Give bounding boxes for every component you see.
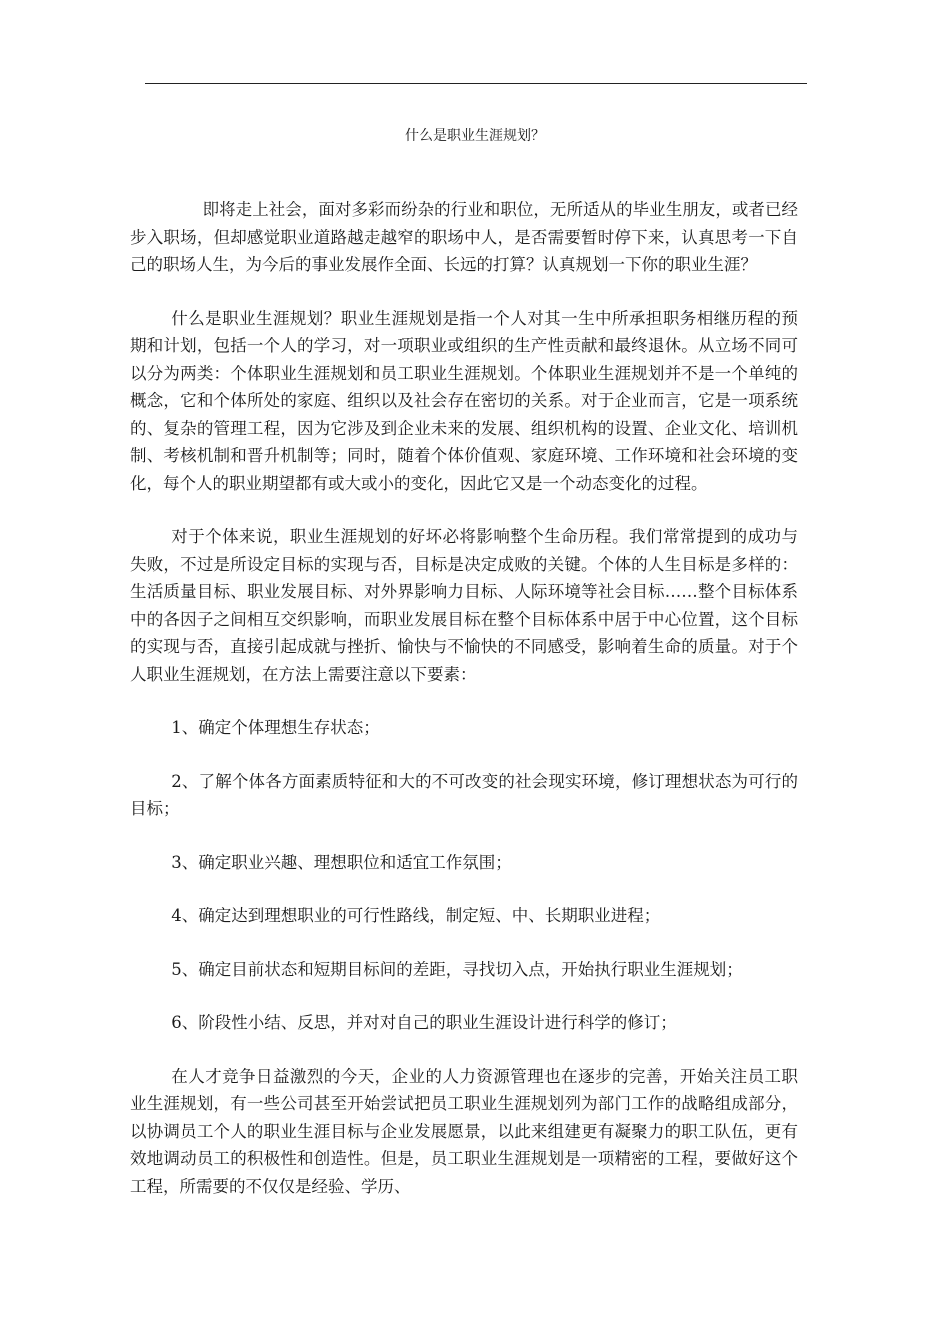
header-rule — [145, 83, 807, 84]
definition-paragraph: 什么是职业生涯规划？职业生涯规划是指一个人对其一生中所承担职务相继历程的预期和计划，包括一个人的学习，对一项职业或组织的生产性贡献和最终退休。从立场不同可以分为两类：个体职业生涯规划和员工职业生涯规划。个体职业生涯规划并不是一个单纯的概念，它和个体所处的家庭、组织以及社会存在密切的关系。对于企业而言，它是一项系统的、复杂的管理工程，因为它涉及到企业未来的发展、组织机构的设置、企业文化、培训机制、考核机制和晋升机制等；同时，随着个体价值观、家庭环境、工作环境和社会环境的变化，每个人的职业期望都有或大或小的变化，因此它又是一个动态变化的过程。 — [130, 308, 798, 493]
list-item: 5、确定目前状态和短期目标间的差距，寻找切入点，开始执行职业生涯规划； — [171, 959, 743, 979]
document-title: 什么是职业生涯规划？ — [405, 128, 545, 144]
list-item: 2、了解个体各方面素质特征和大的不可改变的社会现实环境，修订理想状态为可行的目标； — [130, 771, 798, 818]
individual-paragraph: 对于个体来说，职业生涯规划的好坏必将影响整个生命历程。我们常常提到的成功与失败，不过是所设定目标的实现与否，目标是决定成败的关键。个体的人生目标是多样的：生活质量目标、职业发展目标、对外界影响力目标、人际环境等社会目标……整个目标体系中的各因子之间相互交织影响，而职业发展目标在整个目标体系中居于中心位置，这个目标的实现与否，直接引起成就与挫折、愉快与不愉快的不同感受，影响着生命的质量。对于个人职业生涯规划，在方法上需要注意以下要素： — [130, 527, 798, 684]
document-body — [130, 196, 798, 1226]
list-item: 3、确定职业兴趣、理想职位和适宜工作氛围； — [171, 852, 512, 872]
intro-paragraph: 即将走上社会，面对多彩而纷杂的行业和职位，无所适从的毕业生朋友，或者已经步入职场，但却感觉职业道路越走越窄的职场中人，是否需要暂时停下来，认真思考一下自己的职场人生，为今后的事业发展作全面、长远的打算？认真规划一下你的职业生涯？ — [130, 200, 798, 274]
enterprise-paragraph: 在人才竞争日益激烈的今天，企业的人力资源管理也在逐步的完善，开始关注员工职业生涯规划，有一些公司甚至开始尝试把员工职业生涯规划列为部门工作的战略组成部分，以协调员工个人的职业生涯目标与企业发展愿景，以此来组建更有凝聚力的职工队伍，更有效地调动员工的积极性和创造性。但是，员工职业生涯规划是一项精密的工程，要做好这个工程，所需要的不仅仅是经验、学历、 — [130, 1066, 798, 1196]
list-item: 1、确定个体理想生存状态； — [171, 718, 380, 737]
list-item: 4、确定达到理想职业的可行性路线，制定短、中、长期职业进程； — [171, 906, 661, 925]
list-item: 6、阶段性小结、反思，并对对自己的职业生涯设计进行科学的修订； — [171, 1013, 677, 1032]
